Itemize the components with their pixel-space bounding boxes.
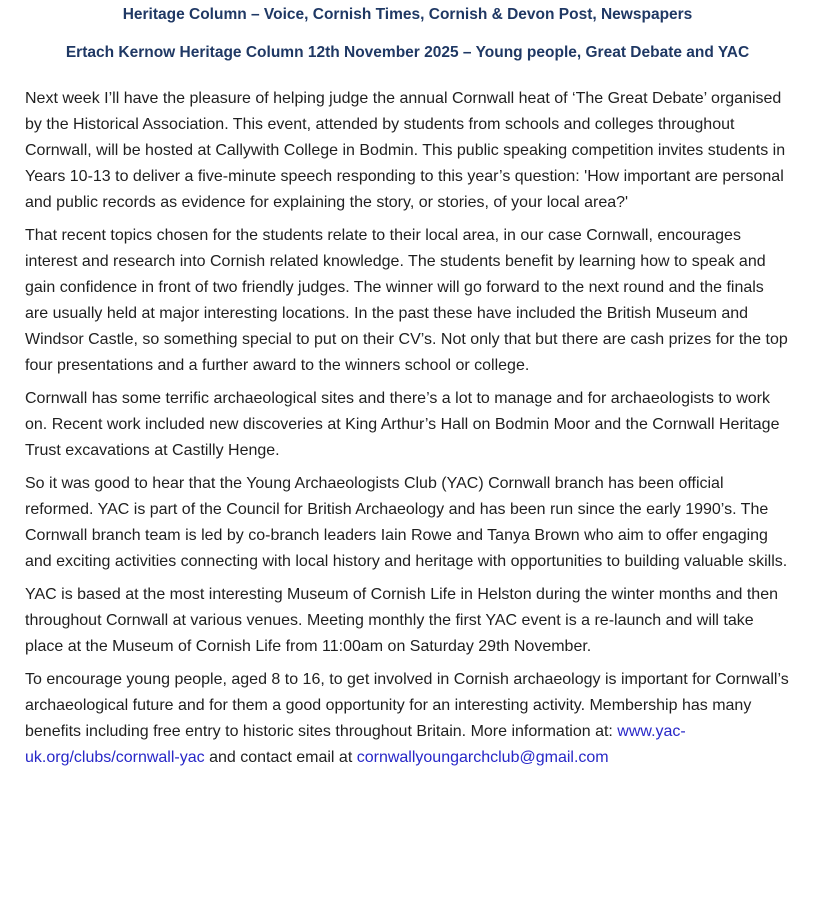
document-subtitle: Ertach Kernow Heritage Column 12th November 2025 – Young people, Great Debate and YAC: [65, 44, 750, 61]
paragraph-debate-benefits: [25, 223, 790, 379]
document-page: [0, 6, 814, 911]
text-run: Cornwall has some terrific archaeological sites and there’s a lot to manage and for archaeologists to work on. Recent work included new discoveries at King Arthur’s Hall on Bodmin Moor and the Cornwall Heritage Trust excavations at Castilly Henge.: [25, 390, 780, 459]
article-body: [25, 86, 790, 771]
contact-email-link[interactable]: cornwallyoungarchclub@gmail.com: [356, 749, 609, 766]
paragraph-yac-reformed: [25, 471, 790, 575]
paragraph-membership: [25, 667, 790, 771]
text-run: Next week I’ll have the pleasure of helping judge the annual Cornwall heat of ‘The Great Debate’ organised by the Historical Association. This event, attended by students from schools and colleges throughout Cornwall, will be hosted at Callywith College in Bodmin. This public speaking competition invites students in Years 10-13 to deliver a five-minute speech responding to this year’s question: 'How important are personal and public records as evidence for explaining the story, or stories, of your local area?': [25, 90, 786, 211]
text-run: To encourage young people, aged 8 to 16, to get involved in Cornish archaeology is important for Cornwall’s archaeological future and for them a good opportunity for an interesting activity. Membership has many benefits including free entry to historic sites throughout Britain. More information at:: [25, 671, 789, 740]
paragraph-yac-venue: [25, 582, 790, 660]
text-run: That recent topics chosen for the students relate to their local area, in our case Cornwall, encourages interest and research into Cornish related knowledge. The students benefit by learning how to speak and gain confidence in front of two friendly judges. The winner will go forward to the next round and the finals are usually held at major interesting locations. In the past these have included the British Museum and Windsor Castle, so something special to put on their CV’s. Not only that but there are cash prizes for the top four presentations and a further award to the winners school or college.: [25, 227, 788, 374]
paragraph-archaeological-sites: [25, 386, 790, 464]
text-run: and contact email at: [204, 749, 357, 766]
text-run: YAC is based at the most interesting Museum of Cornish Life in Helston during the winter months and then throughout Cornwall at various venues. Meeting monthly the first YAC event is a re-launch and will take place at the Museum of Cornish Life from 11:00am on Saturday 29th November.: [25, 586, 778, 655]
document-title: Heritage Column – Voice, Cornish Times, Cornish & Devon Post, Newspapers: [122, 6, 693, 23]
yac-website-link[interactable]: www.yac-uk.org/clubs/cornwall-yac: [25, 723, 686, 766]
paragraph-great-debate: [25, 86, 790, 216]
text-run: So it was good to hear that the Young Archaeologists Club (YAC) Cornwall branch has been official reformed. YAC is part of the Council for British Archaeology and has been run since the early 1990’s. The Cornwall branch team is led by co-branch leaders Iain Rowe and Tanya Brown who aim to offer engaging and exciting activities connecting with local history and heritage with opportunities to building valuable skills.: [25, 475, 788, 570]
